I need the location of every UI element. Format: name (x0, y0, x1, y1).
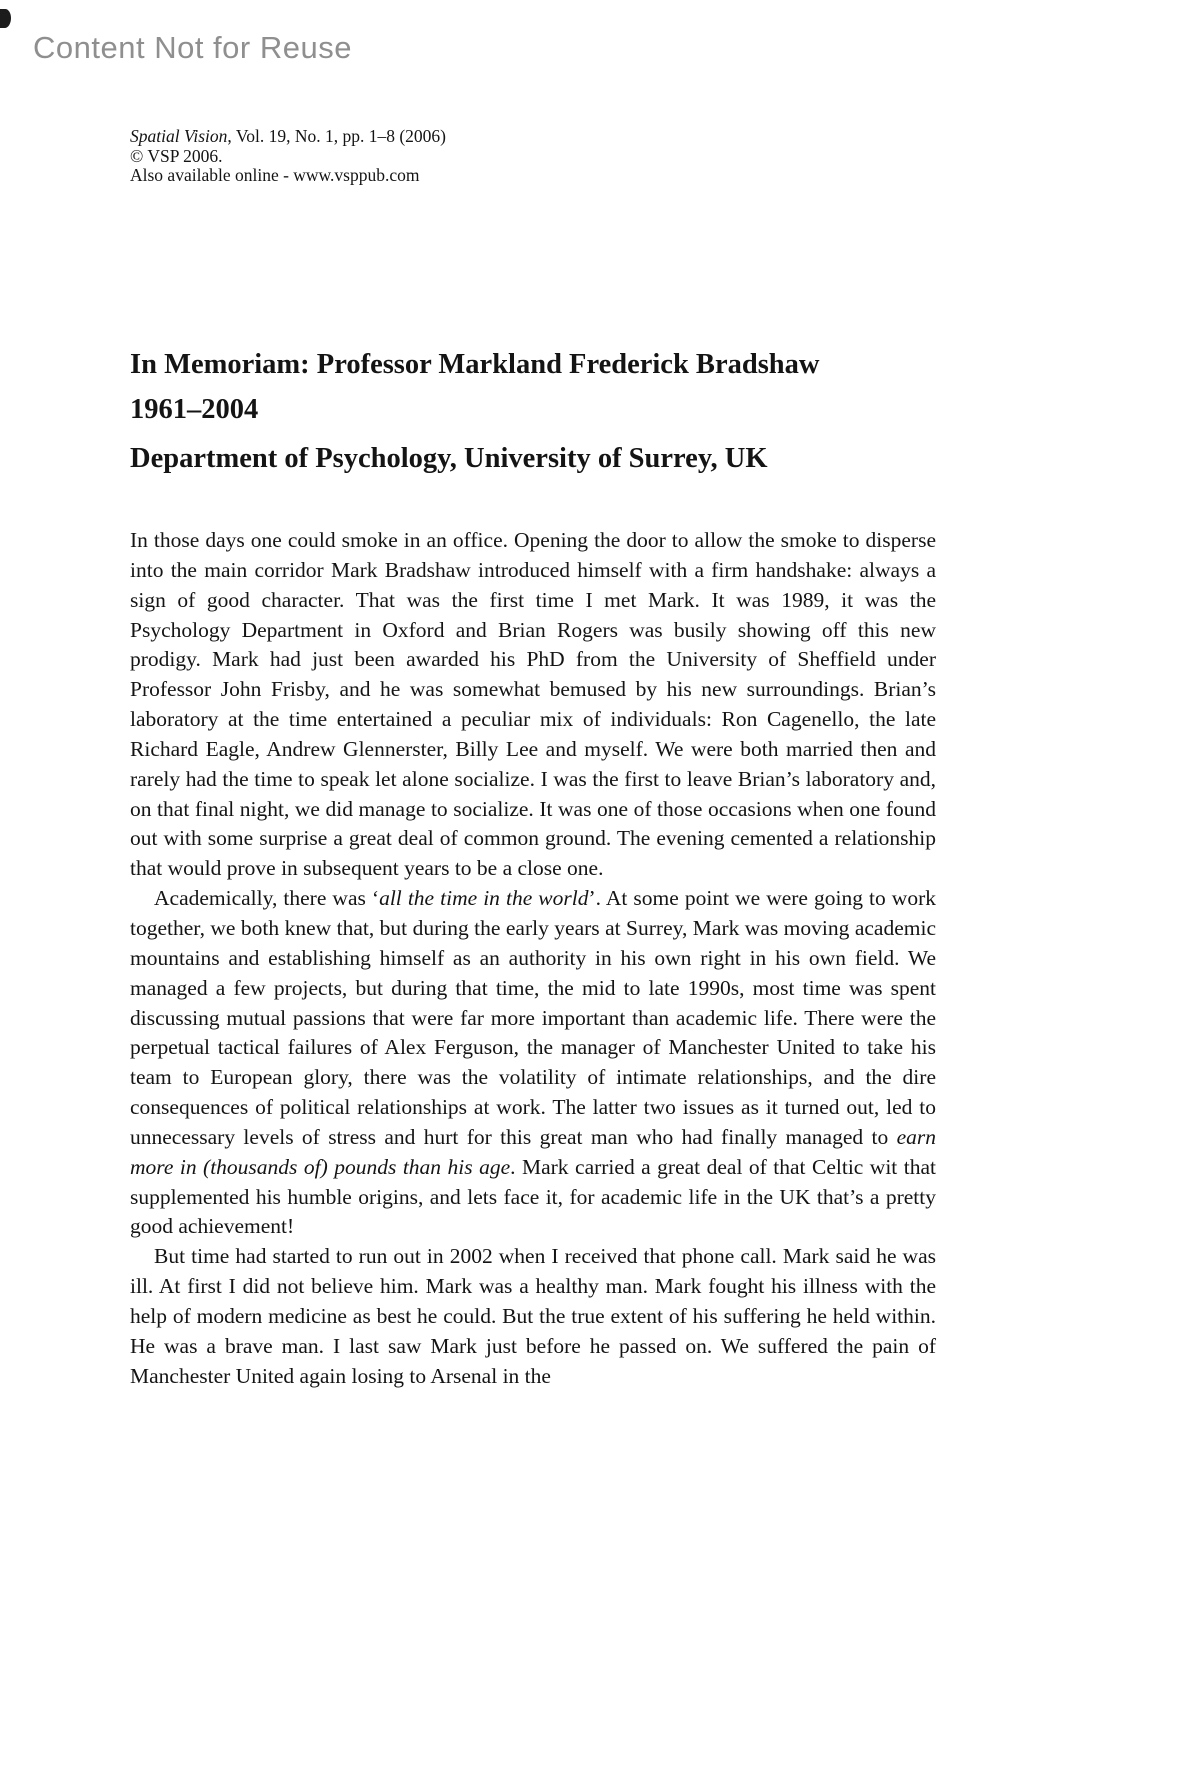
paragraph (130, 526, 936, 884)
journal-citation-rest: , Vol. 19, No. 1, pp. 1–8 (2006) (227, 126, 446, 146)
scan-artifact-mark (0, 9, 11, 28)
memoriam-title-line1: In Memoriam: Professor Markland Frederick Bradshaw (130, 349, 820, 380)
journal-availability-line: Also available online - www.vsppub.com (130, 165, 420, 185)
text-run: But time had started to run out in 2002 when I received that phone call. Mark said he was ill. At first I did not believe him. Mark was a healthy man. Mark fought his illness with the help of modern medicine as best he could. But the true extent of his suffering he held within. He was a brave man. I last saw Mark just before he passed on. We suffered the pain of Manchester United again losing to Arsenal in the (130, 1244, 936, 1388)
memoriam-title-years: 1961–2004 (130, 393, 259, 425)
article-body (130, 526, 936, 1391)
journal-citation-line (130, 127, 446, 147)
text-run: ’. At some point we were going to work together, we both knew that, but during the early years at Surrey, Mark was moving academic mountains and establishing himself as an authority in his own right in his own field. We managed a few projects, but during that time, the mid to late 1990s, most time was spent discussing mutual passions that were far more important than academic life. There were the perpetual tactical failures of Alex Ferguson, the manager of Manchester United to take his team to European glory, there was the volatility of intimate relationships, and the dire consequences of political relationships at work. The latter two issues as it turned out, led to unnecessary levels of stress and hurt for this great man who had finally managed to (130, 886, 936, 1149)
content-reuse-watermark: Content Not for Reuse (33, 30, 352, 65)
memoriam-title-block (130, 350, 819, 474)
italic-text-run: earn more in (thousands of) pounds than his age (130, 1124, 936, 1179)
journal-name: Spatial Vision (130, 126, 228, 146)
paragraph (130, 1242, 936, 1391)
journal-copyright-line: © VSP 2006. (130, 145, 223, 166)
text-run: . Mark carried a great deal of that Celtic wit that supplemented his humble origins, and lets face it, for academic life in the UK that’s a pretty good achievement! (130, 1154, 936, 1239)
text-run: In those days one could smoke in an office. Opening the door to allow the smoke to disperse into the main corridor Mark Bradshaw introduced himself with a firm handshake: always a sign of good character. That was the first time I met Mark. It was 1989, it was the Psychology Department in Oxford and Brian Rogers was busily showing off this new prodigy. Mark had just been awarded his PhD from the University of Sheffield under Professor John Frisby, and he was somewhat bemused by his new surroundings. Brian’s laboratory at the time entertained a peculiar mix of individuals: Ron Cagenello, the late Richard Eagle, Andrew Glennerster, Billy Lee and myself. We were both married then and rarely had the time to speak let alone socialize. I was the first to leave Brian’s laboratory and, on that final night, we did manage to socialize. It was one of those occasions when one found out with some surprise a great deal of common ground. The evening cemented a relationship that would prove in subsequent years to be a close one. (130, 528, 936, 881)
memoriam-affiliation: Department of Psychology, University of Surrey, UK (130, 442, 768, 474)
text-run: Academically, there was ‘ (154, 886, 380, 911)
italic-text-run: all the time in the world (379, 886, 589, 911)
journal-header (130, 127, 446, 186)
paragraph (130, 884, 936, 1242)
